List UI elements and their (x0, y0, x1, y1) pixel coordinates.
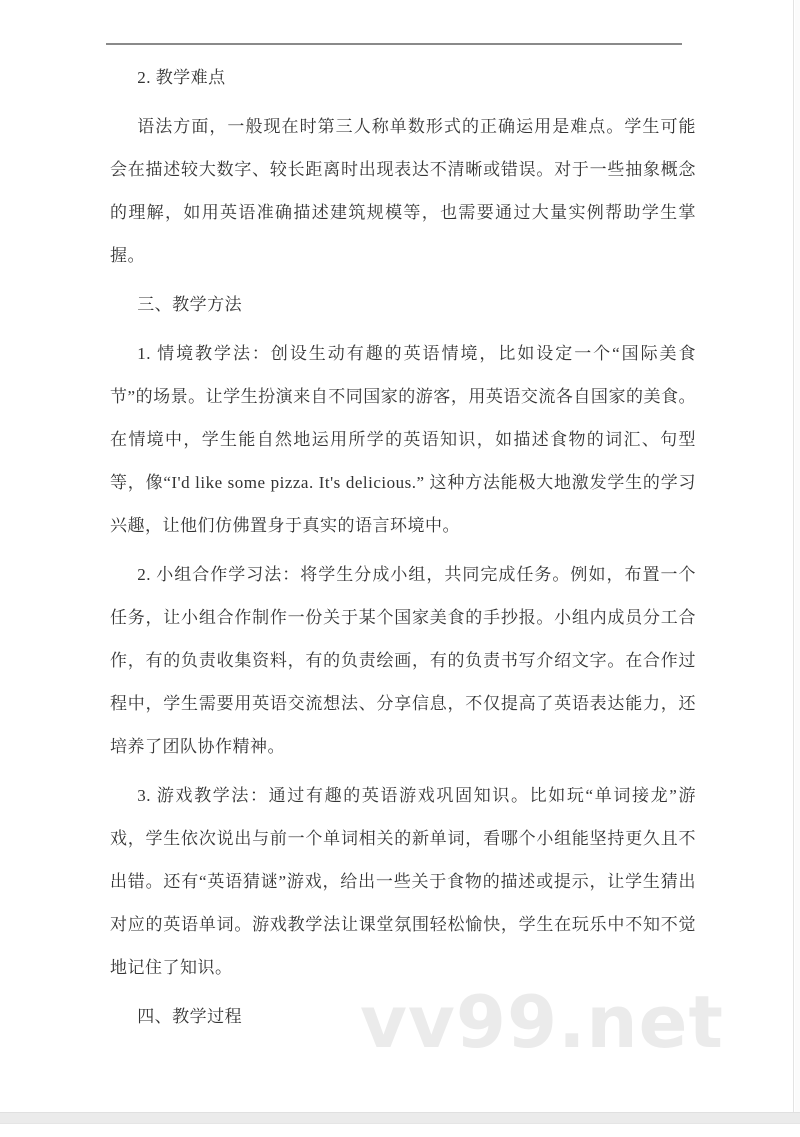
document-body (110, 56, 696, 1044)
section-heading: 2. 教学难点 (137, 68, 226, 87)
page-edge-strip (795, 0, 800, 1112)
header-rule (106, 43, 682, 45)
page-separator (0, 1112, 800, 1124)
section-heading: 三、教学方法 (137, 295, 243, 314)
watermark: vv99.net (360, 980, 724, 1064)
next-page (0, 1124, 800, 1137)
paragraph: 语法方面，一般现在时第三人称单数形式的正确运用是难点。学生可能会在描述较大数字、较长距离时出现表达不清晰或错误。对于一些抽象概念的理解，如用英语准确描述建筑规模等，也需要通过大量实例帮助学生掌握。 (110, 117, 696, 265)
paragraph: 2. 小组合作学习法：将学生分成小组，共同完成任务。例如，布置一个任务，让小组合作制作一份关于某个国家美食的手抄报。小组内成员分工合作，有的负责收集资料，有的负责绘画，有的负责书写介绍文字。在合作过程中，学生需要用英语交流想法、分享信息，不仅提高了英语表达能力，还培养了团队协作精神。 (110, 565, 696, 756)
section-heading: 四、教学过程 (137, 1007, 243, 1026)
paragraph: 1. 情境教学法：创设生动有趣的英语情境，比如设定一个“国际美食节”的场景。让学生扮演来自不同国家的游客，用英语交流各自国家的美食。在情境中，学生能自然地运用所学的英语知识，如描述食物的词汇、句型等，像“I'd like some pizza. It's delicious.” 这种方法能极大地激发学生的学习兴趣，让他们仿佛置身于真实的语言环境中。 (110, 344, 696, 535)
paragraph: 3. 游戏教学法：通过有趣的英语游戏巩固知识。比如玩“单词接龙”游戏，学生依次说出与前一个单词相关的新单词，看哪个小组能坚持更久且不出错。还有“英语猜谜”游戏，给出一些关于食物的描述或提示，让学生猜出对应的英语单词。游戏教学法让课堂氛围轻松愉快，学生在玩乐中不知不觉地记住了知识。 (110, 786, 696, 977)
